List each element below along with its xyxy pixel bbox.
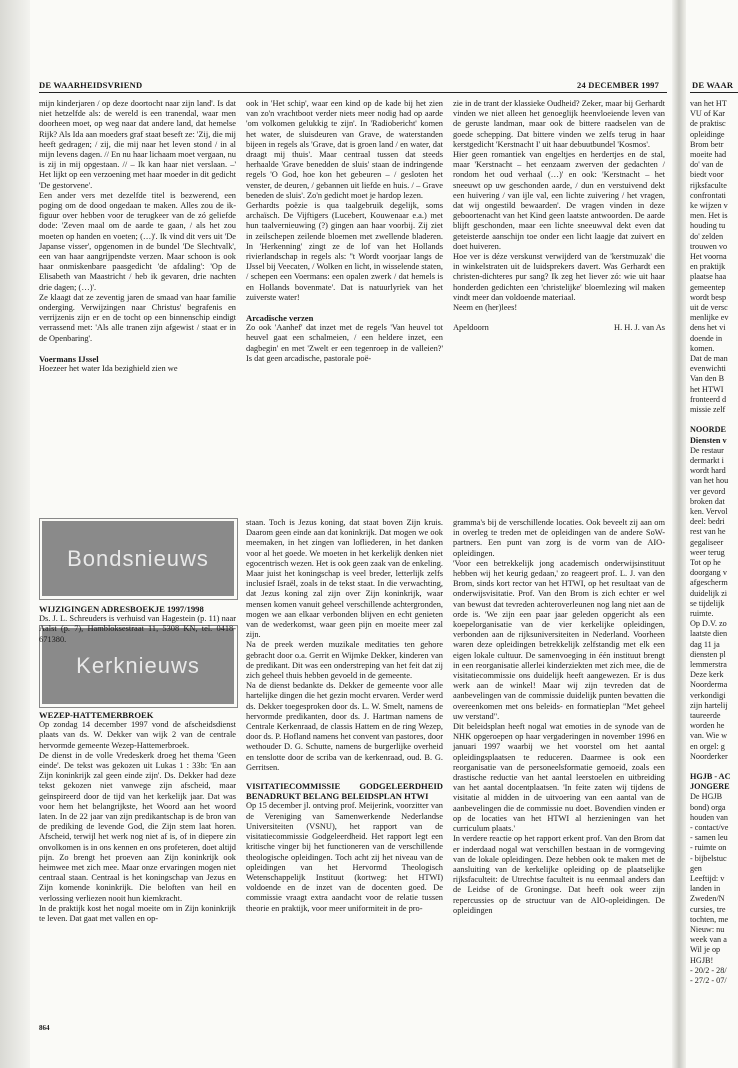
next-page-line: Brom betr <box>690 139 724 149</box>
next-page-heading: NOORDE <box>690 425 726 435</box>
paragraph: Een ander vers met dezelfde titel is bezwerend, een poging om de dood ongedaan te maken. Alles zou de ik-figuur over hebben voor de terugkeer van de zó geliefde dode: 'Zeven maal om de aarde te gaan, / als het zou moeten op handen en voeten; (…)'. Ik vind dit vers uit 'De Japanse visser', opgenomen in de bundel 'De Slechtvalk', een van haar aangrijpendste verzen. Maar schoon is ook haar onmiskenbare paasgedicht 'de afdaling': 'Op de Elisabeth van Maastricht / heb ik gevaren, drie nachten drie dagen; (…)'. <box>39 190 236 292</box>
next-page-line: Wil je op <box>690 945 721 955</box>
next-page-line: - 27/2 - 07/ <box>690 976 727 986</box>
next-page-line: plaatse haa <box>690 272 727 282</box>
next-page-lines <box>690 792 738 986</box>
next-page-line: houding tu <box>690 221 726 231</box>
paragraph: zie in de trant der klassieke Oudheid? Zeker, maar bij Gerhardt vinden we niet alleen het genoeglijk heenvloeiende leven van de geruste landman, maar ook de bittere raadselen van de goede schepping. Dat bittere vinden we zelfs terug in haar kerstgedicht 'Kerstnacht I' uit haar debuutbundel 'Kosmos'. <box>453 99 665 149</box>
next-page-line: laatste dien <box>690 629 728 639</box>
page-gutter-shadow <box>672 0 686 1068</box>
next-page-line: verkondigi <box>690 690 726 700</box>
next-page-line: Dat de man <box>690 354 728 364</box>
banner-kerknieuws: Kerknieuws <box>42 628 234 704</box>
next-page-line: menlijke ev <box>690 313 729 323</box>
next-page-line: het HTWI <box>690 384 724 394</box>
news-column-2 <box>246 518 443 914</box>
next-page-line: ver gevord <box>690 486 726 496</box>
next-page-line: opleidinge <box>690 129 725 139</box>
next-page-line: dens het vi <box>690 323 726 333</box>
next-page-line: taureerde <box>690 710 721 720</box>
next-page-line: week van a <box>690 935 727 945</box>
paragraph: Hier geen romantiek van engeltjes en herdertjes en de stal, maar 'Kerstnacht – het eenzaam zwerven der gedachten / rondom het oud verhaal (…)' en ook: 'Kerstnacht – het sneeuwt op uw geschonden aarde, / dun en verstuivend dekt een huivering / van ijle val, een lichte zuivering / het vragen, dat wij ongestild bewaarden'. De vragen vinden in deze geboortenacht van het Kind geen laatste antwoorden. De aarde blijft geschonden, maar een lichte sneeuwval dekt even dat geteisterde aanschijn toe onder een licht laagje dat zuivert en doet huiveren. <box>453 150 665 251</box>
next-page-line: Zweden/N <box>690 894 725 904</box>
next-page-line: diensten pl <box>690 649 726 659</box>
next-page-heading: HGJB - AC <box>690 772 731 781</box>
next-page-line: rijksfaculte <box>690 180 727 190</box>
next-page-line: duidelijk zi <box>690 588 728 598</box>
next-page-line: deel: bedri <box>690 517 725 527</box>
paragraph: Hoezeer het water Ida bezighield zien we <box>39 364 178 374</box>
next-page-line: do' van de <box>690 160 724 170</box>
news-heading: VISITATIECOMMISSIE GODGELEERDHEID BENADRUKT BELANG BELEIDSPLAN HTWI <box>246 781 443 802</box>
article-column-3 <box>453 99 665 333</box>
next-page-line: uit de versc <box>690 303 728 313</box>
next-page-strip <box>690 99 738 986</box>
paragraph: Ds. J. L. Schreuders is verhuisd van Hagestein (p. 11) naar Aalst (p. 7), Hambloksestraat 11, 5308 KN, tel. 0418-671380. <box>39 614 236 644</box>
next-page-line: Leeftijd: v <box>690 874 725 884</box>
signature-name: H. H. J. van As <box>614 323 665 333</box>
paragraph: gramma's bij de verschillende locaties. Ook beveelt zij aan om in overleg te treden met de opleidingen van de andere SoW-partners. Een punt van zorg is de vorm van de AIO-opleidingen. <box>453 518 665 558</box>
next-page-line: gegaliseer <box>690 537 724 547</box>
paragraph: Gerhardts poëzie is qua taalgebruik degelijk, soms archaïsch. De Vijftigers (Lucebert, Kouwenaar e.a.) met hun taalvernieuwing (?) gingen aan haar voorbij. Zij ziet in zeilschepen zeilende bloemen met zwellende bladeren. In 'Herkenning' zingt ze de lof van het Hollands rivierlandschap in regels als: ''t Wordt voorjaar langs de IJssel bij Veecaten, / Wolken en licht, in wisselende staten, / schepen een Voermans: een opalen zwerk / dat hemels is en Hollands bovenmate'. Dat is natuurlyriek van het zuiverste water! <box>246 201 443 302</box>
next-page-line: wordt hard <box>690 466 726 476</box>
next-page-line: HGJB! <box>690 955 714 965</box>
page-binding-shadow <box>0 0 30 1068</box>
next-page-subheading: JONGERE <box>690 782 730 792</box>
next-page-line: doorgang v <box>690 568 727 578</box>
running-header-title: DE WAARHEIDSVRIEND <box>39 80 143 90</box>
next-page-header-rule <box>690 92 738 93</box>
paragraph: ook in 'Het schip', waar een kind op de kade bij het zien van zo'n vrachtboot verder niets meer nodig had op aarde 'om volkomen gelukkig te zijn'. In 'Radiobericht' komen het water, de sluisdeuren van Grave, de waterstanden bijeen in regels als 'Grave, dat is groen land / en water, dat draagt mij thuis'. Maar centraal tussen dat steeds herhaalde 'Grave benedden de sluis' staan de indringende regels 'O God, hoe kon het gebeuren – / gesloten het venster, de deuren, / gebannen uit liefde en huis. / – Grave beneden de sluis'. Zo'n gedicht moet je hardop lezen. <box>246 99 443 200</box>
next-page-line: gen <box>690 863 702 873</box>
next-page-line: gemeentep <box>690 282 726 292</box>
next-page-line: Noorderma <box>690 680 728 690</box>
paragraph: Op zondag 14 december 1997 vond de afscheidsdienst plaats van ds. W. Dekker van wijk 2 van de centrale hervormde gemeente Wezep-Hattemerbroek. <box>39 720 236 750</box>
next-page-line: missie zelf <box>690 405 726 415</box>
next-page-line: - contact/ve <box>690 823 729 833</box>
paragraph: Op 15 december jl. ontving prof. Meijerink, voorzitter van de Vereniging van Samenwerkende Nederlandse Universiteiten (VSNU), het rapport van de visitatiecommissie Godgeleerdheid. Het rapport legt een kritische vinger bij het functioneren van de verschillende theologische opleidingen. Toch acht zij het niveau van de opleidingen van het Hervormd Theologisch Wetenschappelijk Instituut (kortweg: het HTWI) voldoende en de inzet van de docenten goed. De commissie vraagt extra aandacht voor de relatie tussen theorie en praktijk, voor meer uniformiteit in de pro- <box>246 801 443 913</box>
next-page-subheading: Diensten v <box>690 435 727 445</box>
paragraph: Neem en (her)lees! <box>453 303 518 313</box>
paragraph: Na de preek werden muzikale meditaties ten gehore gebracht door o.a. Gerrit en Wijmke Dekker, kinderen van de predikant. Dit was een onderstreping van het feit dat zij zich geheel thuis hebben gevoeld in de gemeente. <box>246 640 443 681</box>
subheading: Voermans IJssel <box>39 353 99 364</box>
next-page-line: do' zelden <box>690 231 724 241</box>
next-page-line: ke wijzen v <box>690 201 728 211</box>
news-item-adresboekje <box>39 604 236 645</box>
next-page-line: tochten, me <box>690 914 729 924</box>
running-header-date: 24 DECEMBER 1997 <box>577 80 660 90</box>
next-page-line: van. Wie w <box>690 731 728 741</box>
next-page-line: komen. <box>690 343 715 353</box>
news-heading: WIJZIGINGEN ADRESBOEKJE 1997/1998 <box>39 604 204 614</box>
next-page-line: se tijdelijk <box>690 598 725 608</box>
next-page-line: Deze kerk <box>690 670 724 680</box>
next-page-line: - ruimte on <box>690 843 727 853</box>
next-page-line: Tot op he <box>690 557 721 567</box>
next-page-line: weer terug <box>690 547 725 557</box>
banner-bondsnieuws: Bondsnieuws <box>42 521 234 596</box>
next-page-line: doende in <box>690 333 723 343</box>
article-column-2 <box>246 99 443 364</box>
next-page-line: - 20/2 - 28/ <box>690 965 727 975</box>
next-page-line: en orgel: g <box>690 741 725 751</box>
next-page-line: Het voorna <box>690 252 727 262</box>
next-page-line: van het hou <box>690 476 729 486</box>
next-page-header: DE WAAR <box>692 80 734 90</box>
next-page-line: men. Het is <box>690 211 728 221</box>
news-column-3 <box>453 518 665 916</box>
signature-place: Apeldoorn <box>453 323 489 333</box>
next-page-line: ruimte. <box>690 608 714 618</box>
paragraph: Hoe ver is déze verskunst verwijderd van de 'kerstmuzak' die in winkelstraten uit de luidsprekers davert. Was Gerhardt een christen-dichteres pur sang? Ik zeg het liever zó: wie uit haar honderden gedichten een 'christelijke' bloemlezing wil maken vindt meer dan voldoende materiaal. <box>453 252 665 302</box>
paragraph: mijn kinderjaren / op deze doortocht naar zijn land'. Is dat niet hetzelfde als: de wereld is een tranendal, waar men doorheen moet, op weg naar dat andere land, dat hemelse Rijk? Als Ida aan moeders graf staat beseft ze: 'Zij, die mij heeft gedragen; / zij, die mij naar het leven stond / in al mijn levens dagen. // En nu haar lichaam moet vergaan, nu is zij in mij opgestaan. // – Ik kan haar niet verslaan. –' Het lijkt op een verzoening met haar moeder in dit gedicht 'De gestorvene'. <box>39 99 236 190</box>
next-page-line: broken dat <box>690 496 725 506</box>
next-page-line: rest van he <box>690 527 726 537</box>
next-page-line: zijn hartelij <box>690 700 728 710</box>
next-page-line: De HGJB <box>690 792 723 802</box>
next-page-line: Op D.V. zo <box>690 619 727 629</box>
paragraph: Zo ook 'Aanhef' dat inzet met de regels 'Van heuvel tot heuvel gaat een schalmeien, / een heldere inzet, een dagbegin' en met 'Zwelt er een tegenroep in de valleien?' Is dat geen arcadische, pastorale poë- <box>246 323 443 363</box>
next-page-line: cursies, tre <box>690 904 726 914</box>
next-page-line: VU of Kar <box>690 109 726 119</box>
subheading: Arcadische verzen <box>246 313 314 324</box>
next-page-line: fronteerd d <box>690 394 727 404</box>
next-page-line: wordt besp <box>690 292 727 302</box>
paragraph: Dit beleidsplan heeft nogal wat emoties in de synode van de NHK opgeroepen op haar vergaderingen in november 1996 en januari 1997 waarbij we het voorstel om het aantal opleidingsplaatsen te reduceren. Daarmee is ook een reorganisatie van de personeelsformatie gemoeid, zoals een drastische reductie van het aantal leerstoelen en uitbreiding van het aantal docentplaatsen. 'In feite zaten wij tijdens de visitatie al midden in de uitvoering van een aantal van de aanbevelingen die de commissie nu doet. Bovendien vinden er op de locaties van het HTWI al herzieningen van het curriculum plaats.' <box>453 722 665 834</box>
next-page-line: landen in <box>690 884 721 894</box>
next-page-line: moeite had <box>690 150 727 160</box>
next-page-line: Nieuw: nu <box>690 925 725 935</box>
next-page-line: dag 11 ja <box>690 639 720 649</box>
next-page-line: trouwen vo <box>690 241 728 251</box>
author-signature <box>453 323 665 333</box>
next-page-line: lemmerstra <box>690 659 727 669</box>
next-page-lines <box>690 99 738 415</box>
next-page-line: van het HT <box>690 99 727 108</box>
paragraph: 'Voor een betrekkelijk jong academisch onderwijsinstituut hebben wij het keurig gedaan,' zo reageert prof. L. J. van den Brom, sinds kort rector van het HTWI, op het resultaat van de onderwijsvisitatie. Prof. Van den Brom is zich echter er wel van bewust dat tevreden achteroverleunen nog lang niet aan de orde is. 'We zijn een paar jaar geleden opgericht als een koepelorganisatie van de vier kerkelijke opleidingen, verbonden aan de rijksuniversiteiten in Nederland. Voorheen waren deze opleidingen betrekkelijk zelfstandig met elk een eigen lokale cultuur. De samenvoeging in één instituut brengt in een reorganisatie allerlei kinderziekten met zich mee, die de visitatiecommissie ons duidelijk heeft aangewezen. Er is dus werk aan de winkel! Maar wij zijn tevreden dat de aanbevelingen van de commissie duidelijk punten bevatten die overeenkomen met ons beleids- en formatieplan "Met geheel uw verstand". <box>453 558 665 721</box>
paragraph: staan. Toch is Jezus koning, dat staat boven Zijn kruis. Daarom geen einde aan dat koninkrijk. Dat mogen we ook meemaken, in het zingen van lofliederen, in het danken voor al het goede. We moeten in het kerkelijk denken niet egocentrisch wezen. Het is ook geen zaak van de enkeling. Maar juist het koningschap is veel breder, letterlijk zelfs inclusief Israël, zoals in de tekst staat. In die verwachting, dat Jezus koning zal zijn over Zijn koninkrijk, waar mensen komen vanuit geheel verschillende achtergronden, mogen we aan elkaar verbonden blijven en echt genieten van de wederkomst, waar geen pijn en moeite meer zal zijn. <box>246 518 443 640</box>
next-page-line: afgescherm <box>690 578 728 588</box>
paragraph: In verdere reactie op het rapport erkent prof. Van den Brom dat er inderdaad nogal wat verschillen bestaan in de vormgeving van de lokale opleidingen. Deze hebben ook te maken met de aansluiting van de kerkelijke opleiding op de plaatselijke rijksfaculteit: de Utrechtse faculteit is nu eenmaal anders dan de Leidse of de Groningse. Dat heeft ook weer zijn repercussies op de structuur van de AIO-opleidingen. De opleidingen <box>453 834 665 915</box>
next-page-line: Van den B <box>690 374 725 384</box>
next-page-line: worden he <box>690 721 725 731</box>
next-page-line: bond) orga <box>690 802 726 812</box>
next-page-line: de praktisc <box>690 119 726 129</box>
next-page-line: - bijbelstuc <box>690 853 727 863</box>
next-page-line: - samen leu <box>690 833 728 843</box>
next-page-lines <box>690 446 738 762</box>
next-page-line: houden van <box>690 812 728 822</box>
header-rule <box>39 92 667 93</box>
next-page-line: biedt voor <box>690 170 724 180</box>
next-page-line: De restaur <box>690 445 724 455</box>
paragraph: De dienst in de volle Vredeskerk droeg het thema 'Geen einde'. De tekst was gekozen uit Lukas 1 : 33b: 'En aan Zijn koninkrijk zal geen einde zijn'. Ds. Dekker had deze tekst gekozen niet vanwege zijn afscheid, maar geïnspireerd door de tijd van het kerkelijk jaar. Dat was voor hem het belangrijkste, het Woord aan het woord laten. In de 22 jaar van zijn predikantschap is de bron van de prediking de levende God, die Zijn stem laat horen. Afscheid, terwijl het werk nog niet af is, of in diepere zin onvolkomen is in ons kennen en ons profeteren, doet altijd pijn. Zo brengt het proeven aan Zijn koninkrijk ook heimwee met zich mee. Maar onze ervaringen mogen niet centraal staan. Centraal is het koningschap van Jezus en Zijn komende koninkrijk. Die beloften van heil en verlossing verliezen nooit hun kiemkracht. <box>39 750 236 903</box>
next-page-line: confrontati <box>690 190 726 200</box>
paragraph: Na de dienst bedankte ds. Dekker de gemeente voor alle hartelijke dingen die het gezin mocht ervaren. Verder werd ds. Dekker toegesproken door ds. L. W. Smelt, namens de hervormde predikanten, door ds. J. Hartman namens de Centrale Kerkenraad, de classis Hattem en de ring Wezep, door ds. P. Hofland namens het convent van pastores, door wethouder D. G. Schutte, namens de burgerlijke overheid en tenslotte door de scriba van de kerkenraad, oud. B. G. Gerritsen. <box>246 681 443 772</box>
next-page-line: en praktijk <box>690 262 726 272</box>
next-page-line: evenwichti <box>690 364 726 374</box>
page-number: 864 <box>39 1024 50 1032</box>
paragraph: In de praktijk kost het nogal moeite om in Zijn koninkrijk te leven. Dat gaat met vallen en op- <box>39 903 236 924</box>
next-page-line: Noorderker <box>690 751 728 761</box>
paragraph: Ze klaagt dat ze zeventig jaren de smaad van haar familie onderging. Verwijzingen naar Christus' begrafenis en verrijzenis zijn er en de tocht op een binnenschip eindigt verrassend met: 'Als alle tranen zijn afgewist / staat er in de Openbaring'. <box>39 292 236 343</box>
next-page-line: dermarkt i <box>690 455 724 465</box>
news-item-wezep <box>39 710 236 924</box>
article-column-1 <box>39 99 236 374</box>
next-page-line: ken. Vervol <box>690 506 728 516</box>
news-heading: WEZEP-HATTEMERBROEK <box>39 710 154 720</box>
